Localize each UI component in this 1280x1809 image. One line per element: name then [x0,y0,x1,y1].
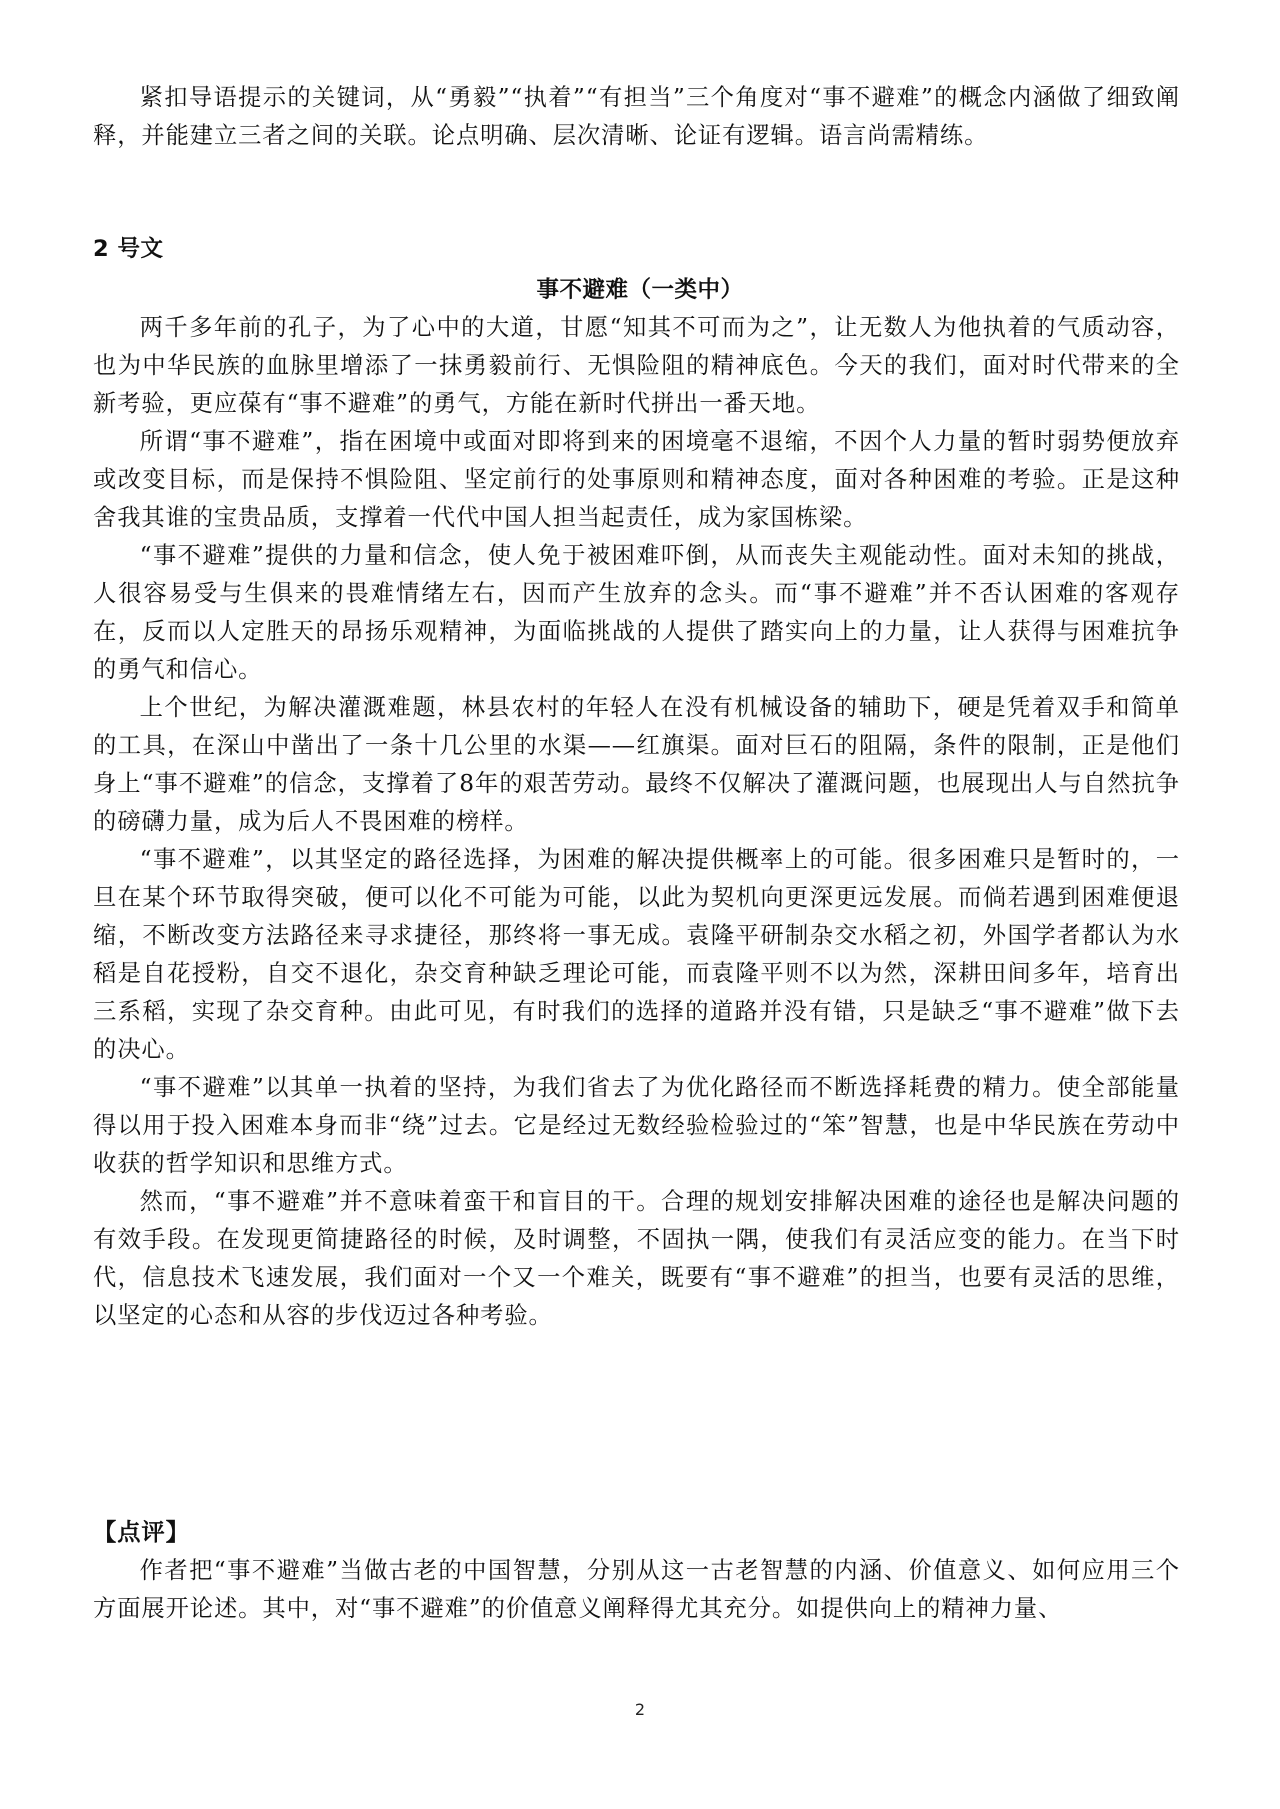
essay-paragraph: “事不避难”，以其坚定的路径选择，为困难的解决提供概率上的可能。很多困难只是暂时的，一旦在某个环节取得突破，便可以化不可能为可能，以此为契机向更深更远发展。而倘若遇到困难便退缩，不断改变方法路径来寻求捷径，那终将一事无成。袁隆平研制杂交水稻之初，外国学者都认为水稻是自花授粉，自交不退化，杂交育种缺乏理论可能，而袁隆平则不以为然，深耕田间多年，培育出三系稻，实现了杂交育种。由此可见，有时我们的选择的道路并没有错，只是缺乏“事不避难”做下去的决心。 [93,846,1180,1063]
review-paragraph: 作者把“事不避难”当做古老的中国智慧，分别从这一古老智慧的内涵、价值意义、如何应用三个方面展开论述。其中，对“事不避难”的价值意义阐释得尤其充分。如提供向上的精神力量、 [93,1557,1180,1622]
essay-paragraph: 然而，“事不避难”并不意味着蛮干和盲目的干。合理的规划安排解决困难的途径也是解决问题的有效手段。在发现更简捷路径的时候，及时调整，不固执一隅，使我们有灵活应变的能力。在当下时代，信息技术飞速发展，我们面对一个又一个难关，既要有“事不避难”的担当，也要有灵活的思维，以坚定的心态和从容的步伐迈过各种考验。 [93,1188,1180,1329]
review-label: 【点评】 [93,1519,190,1546]
page-number: 2 [634,1700,646,1719]
essay-paragraph: 两千多年前的孔子，为了心中的大道，甘愿“知其不可而为之”，让无数人为他执着的气质动容，也为中华民族的血脉里增添了一抹勇毅前行、无惧险阻的精神底色。今天的我们，面对时代带来的全新考验，更应葆有“事不避难”的勇气，方能在新时代拼出一番天地。 [93,314,1180,417]
intro-comment-block [93,79,1180,155]
essay-body [93,309,1180,1335]
essay-title: 事不避难（一类中） [536,277,744,303]
intro-comment-paragraph: 紧扣导语提示的关键词，从“勇毅”“执着”“有担当”三个角度对“事不避难”的概念内涵做了细致阐释，并能建立三者之间的关联。论点明确、层次清晰、论证有逻辑。语言尚需精练。 [93,84,1180,149]
essay-number-label: 2 号文 [93,236,164,262]
review-block [93,1552,1180,1628]
essay-paragraph: “事不避难”提供的力量和信念，使人免于被困难吓倒，从而丧失主观能动性。面对未知的挑战，人很容易受与生俱来的畏难情绪左右，因而产生放弃的念头。而“事不避难”并不否认困难的客观存在，反而以人定胜天的昂扬乐观精神，为面临挑战的人提供了踏实向上的力量，让人获得与困难抗争的勇气和信心。 [93,542,1180,683]
essay-paragraph: 上个世纪，为解决灌溉难题，林县农村的年轻人在没有机械设备的辅助下，硬是凭着双手和简单的工具，在深山中凿出了一条十几公里的水渠——红旗渠。面对巨石的阻隔，条件的限制，正是他们身上“事不避难”的信念，支撑着了8年的艰苦劳动。最终不仅解决了灌溉问题，也展现出人与自然抗争的磅礴力量，成为后人不畏困难的榜样。 [93,694,1180,835]
essay-paragraph: 所谓“事不避难”，指在困境中或面对即将到来的困境毫不退缩，不因个人力量的暂时弱势便放弃或改变目标，而是保持不惧险阻、坚定前行的处事原则和精神态度，面对各种困难的考验。正是这种舍我其谁的宝贵品质，支撑着一代代中国人担当起责任，成为家国栋梁。 [93,428,1180,531]
essay-paragraph: “事不避难”以其单一执着的坚持，为我们省去了为优化路径而不断选择耗费的精力。使全部能量得以用于投入困难本身而非“绕”过去。它是经过无数经验检验过的“笨”智慧，也是中华民族在劳动中收获的哲学知识和思维方式。 [93,1074,1180,1177]
